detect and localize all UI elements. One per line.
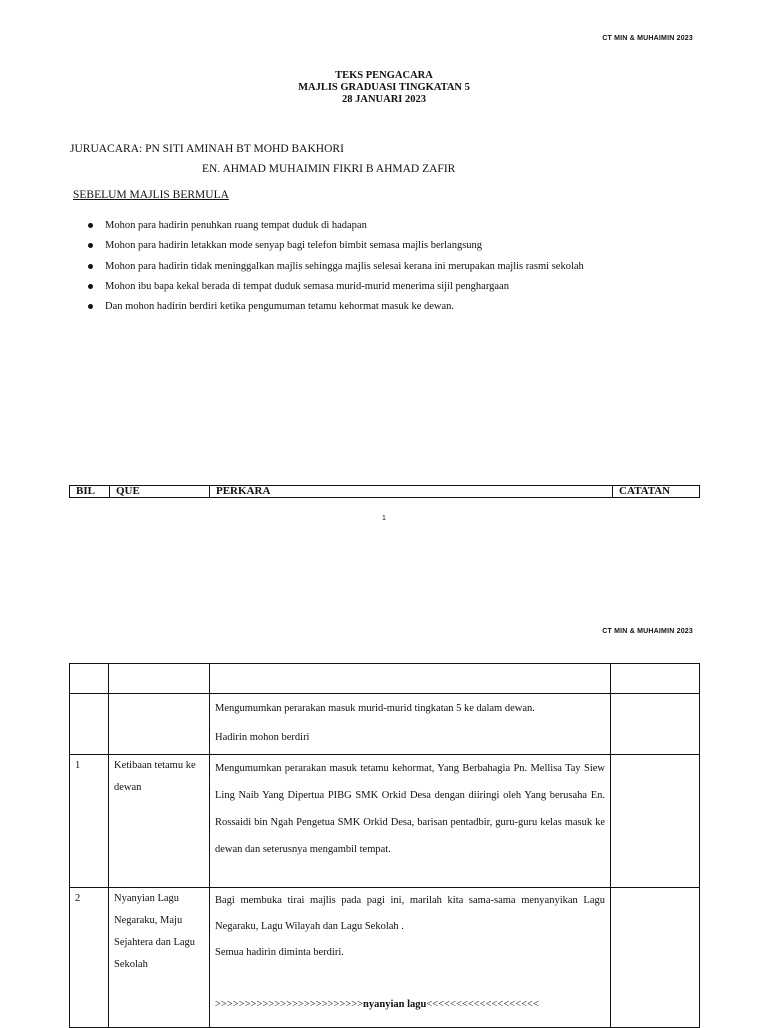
programme-table xyxy=(69,663,700,1028)
document-page-2 xyxy=(0,596,768,1024)
bullet-text: Mohon para hadirin tidak meninggalkan majlis sehingga majlis selesai kerana ini merupakan majlis rasmi sekolah xyxy=(105,260,584,272)
cell-que: Nyanyian Lagu Negaraku, Maju Sejahtera dan Lagu Sekolah xyxy=(109,888,210,1028)
bullet-icon xyxy=(88,223,93,228)
cue-line xyxy=(215,992,605,1018)
cell-perkara xyxy=(210,664,611,694)
bullet-list xyxy=(88,218,584,319)
cell-perkara xyxy=(210,888,611,1028)
bullet-text: Mohon para hadirin penuhkan ruang tempat duduk di hadapan xyxy=(105,220,367,231)
bullet-text: Dan mohon hadirin berdiri ketika pengumuman tetamu kehormat masuk ke dewan. xyxy=(105,301,455,313)
bullet-item xyxy=(88,218,584,238)
header-bil: BIL xyxy=(70,486,110,498)
page-gap xyxy=(0,560,768,596)
programme-table-header xyxy=(69,485,700,498)
perkara-text: Semua hadirin diminta berdiri. xyxy=(215,947,344,958)
perkara-text: Bagi membuka tirai majlis pada pagi ini, marilah kita sama-sama menyanyikan Lagu Negaraku, Lagu Wilayah dan Lagu Sekolah . xyxy=(215,895,605,932)
cell-bil: 2 xyxy=(70,888,109,1028)
bullet-item xyxy=(88,279,584,299)
perkara-text: Mengumumkan perarakan masuk murid-murid tingkatan 5 ke dalam dewan. xyxy=(215,703,535,714)
perkara-spacer xyxy=(215,966,605,992)
bullet-icon xyxy=(88,284,93,289)
bullet-text: Mohon para hadirin letakkan mode senyap bagi telefon bimbit semasa majlis berlangsung xyxy=(105,240,483,252)
header-catatan: CATATAN xyxy=(613,486,700,498)
title-line: MAJLIS GRADUASI TINGKATAN 5 xyxy=(298,82,470,93)
cell-bil xyxy=(70,694,109,755)
section-heading: SEBELUM MAJLIS BERMULA xyxy=(73,189,229,201)
document-title xyxy=(0,70,768,106)
cue-label: nyanyian lagu xyxy=(363,999,427,1010)
bullet-icon xyxy=(88,304,93,309)
cell-que xyxy=(109,664,210,694)
juruacara-line: EN. AHMAD MUHAIMIN FIKRI B AHMAD ZAFIR xyxy=(202,163,456,175)
title-line: TEKS PENGACARA xyxy=(335,70,433,81)
bullet-text: Mohon ibu bapa kekal berada di tempat duduk semasa murid-murid menerima sijil penghargaan xyxy=(105,280,509,292)
cell-catatan xyxy=(611,694,700,755)
cell-que: Ketibaan tetamu ke dewan xyxy=(109,755,210,888)
bullet-item xyxy=(88,238,584,258)
juruacara-line: JURUACARA: PN SITI AMINAH BT MOHD BAKHORI xyxy=(70,143,344,155)
cell-catatan xyxy=(611,664,700,694)
cue-suffix: <<<<<<<<<<<<<<<<<<< xyxy=(426,999,539,1010)
perkara-text: Hadirin mohon berdiri xyxy=(215,732,310,743)
header-que: QUE xyxy=(110,486,210,498)
bullet-item xyxy=(88,299,584,319)
cell-perkara xyxy=(210,755,611,888)
perkara-text: Mengumumkan perarakan masuk tetamu kehormat, Yang Berbahagia Pn. Mellisa Tay Siew Ling Naib Yang Dipertua PIBG SMK Orkid Desa dengan diiringi oleh Yang berusaha En. Rossaidi bin Ngah Pengetua SMK Orkid Desa, barisan pentadbir, guru-guru kelas masuk ke dewan dan seterusnya mengambil tempat. xyxy=(215,763,605,855)
cell-que xyxy=(109,694,210,755)
running-header: CT MIN & MUHAIMIN 2023 xyxy=(602,35,693,42)
running-header: CT MIN & MUHAIMIN 2023 xyxy=(602,628,693,635)
juruacara-block xyxy=(70,139,455,179)
cell-bil: 1 xyxy=(70,755,109,888)
bullet-icon xyxy=(88,264,93,269)
cell-bil xyxy=(70,664,109,694)
cell-catatan xyxy=(611,755,700,888)
page-number: 1 xyxy=(382,515,386,522)
table-row xyxy=(70,664,700,694)
cell-perkara xyxy=(210,694,611,755)
cue-prefix: >>>>>>>>>>>>>>>>>>>>>>>>> xyxy=(215,999,364,1010)
cell-catatan xyxy=(611,888,700,1028)
table-row xyxy=(70,755,700,888)
bullet-item xyxy=(88,259,584,279)
table-row xyxy=(70,888,700,1028)
bullet-icon xyxy=(88,243,93,248)
table-row xyxy=(70,694,700,755)
header-perkara: PERKARA xyxy=(210,486,613,498)
title-line: 28 JANUARI 2023 xyxy=(342,94,426,105)
